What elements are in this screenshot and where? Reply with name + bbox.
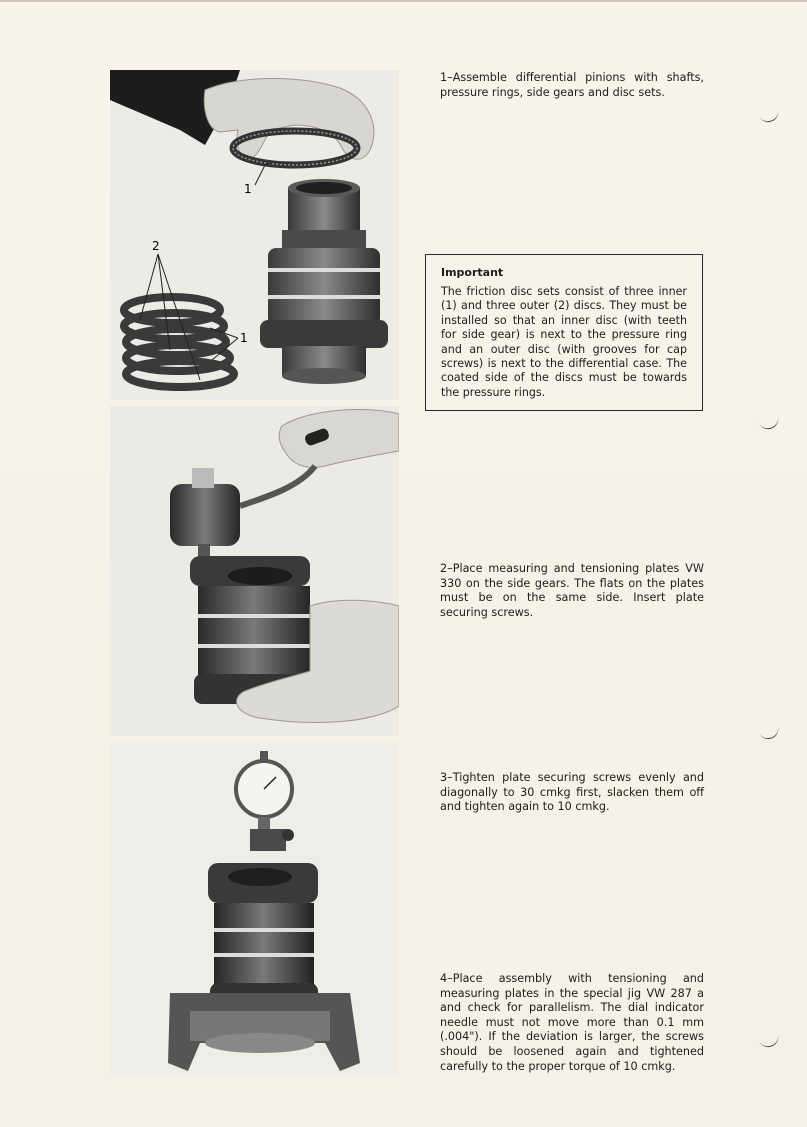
photo-dial-indicator-jig [110,743,399,1076]
binder-hole-mark [757,411,781,431]
dial-indicator-illustration [110,743,399,1076]
step-2 [440,562,704,620]
step-4-number: 4 [440,972,448,985]
step-2-number: 2 [440,562,448,575]
step-2-dash: – [447,562,453,575]
binder-hole-mark [757,104,781,124]
disc-assembly-illustration [110,70,399,400]
step-4 [440,972,704,1074]
step-4-text: Place assembly with tensioning and measuring plates in the special jig VW 287 a and check for parallelism. The dial indicator needle must not move more than 0.1 mm (.004"). If the deviation is larger, the screws should be loosened again and tightened carefully to the proper torque of 10 cmkg. [440,972,704,1073]
step-1-text: Assemble differential pinions with shafts, pressure rings, side gears and disc sets. [440,71,704,99]
important-heading: Important [441,266,504,279]
step-1 [440,71,704,100]
tensioning-plates-illustration [110,406,399,736]
photo-disc-assembly [110,70,399,400]
callout-2: 2 [152,239,160,253]
binder-hole-mark [757,721,781,741]
step-2-text: Place measuring and tensioning plates VW 330 on the side gears. The flats on the plates must be on the same side. Insert plate securing screws. [440,562,704,619]
step-1-dash: – [447,71,453,84]
binder-hole-mark [757,1029,781,1049]
step-1-number: 1 [440,71,448,84]
callout-1-lower: 1 [240,331,248,345]
important-text: The friction disc sets consist of three inner (1) and three outer (2) discs. They must be installed so that an inner disc (with teeth for side gear) is next to the pressure ring and an outer disc (with grooves for cap screws) is next to the differential case. The coated side of the discs must be towards the pressure rings. [441,285,687,399]
step-3 [440,771,704,815]
step-3-number: 3 [440,771,448,784]
step-3-text: Tighten plate securing screws evenly and diagonally to 30 cmkg first, slacken them off and tighten again to 10 cmkg. [440,771,704,814]
important-note-box [425,254,703,411]
step-4-dash: – [447,972,453,985]
photo-tensioning-plates [110,406,399,736]
callout-1-upper: 1 [244,182,252,196]
step-3-dash: – [447,771,453,784]
